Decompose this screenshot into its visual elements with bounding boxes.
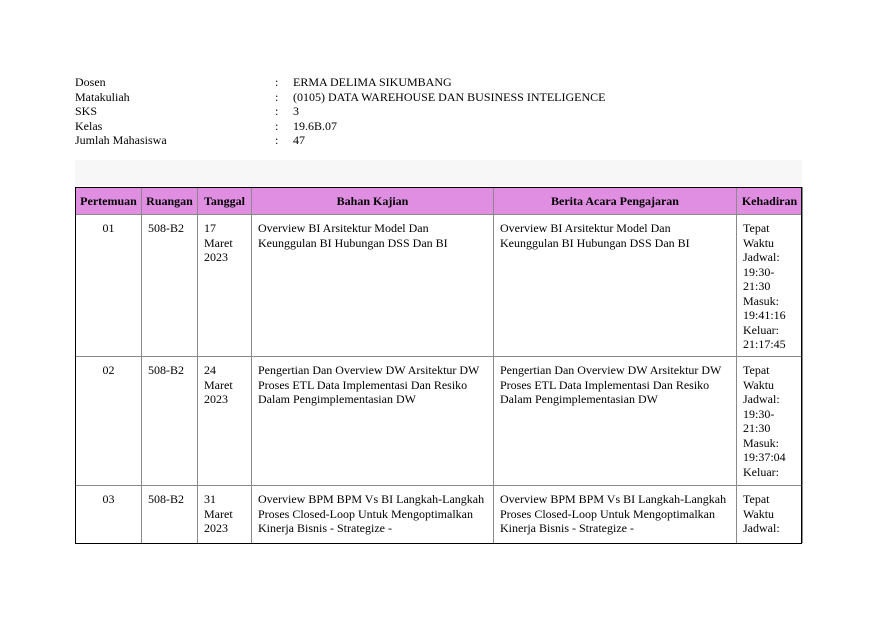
info-value: 47 [293, 133, 305, 147]
kehadiran-line: Keluar: [743, 322, 779, 337]
info-separator: : [275, 89, 279, 104]
kehadiran-line: Waktu [743, 377, 775, 392]
cell-tanggal [198, 486, 252, 544]
kehadiran-line: 19:37:04 [743, 450, 786, 464]
kehadiran-line: 19:41:16 [743, 308, 786, 322]
cell-ruangan: 508-B2 [142, 486, 198, 544]
cell-berita-acara: Pengertian Dan Overview DW Arsitektur DW Proses ETL Data Implementasi Dan Resiko Dalam Pengimplementasian DW [494, 357, 737, 486]
header-tanggal: Tanggal [198, 188, 252, 215]
kehadiran-line: Tepat [743, 221, 770, 235]
tanggal-day: 24 [204, 363, 216, 377]
info-row-sks [75, 104, 605, 119]
kehadiran-line: Jadwal: [743, 521, 780, 535]
schedule-table [75, 187, 803, 543]
info-label: SKS [75, 104, 98, 118]
info-value: 19.6B.07 [293, 118, 338, 133]
tanggal-day: 31 [204, 492, 216, 506]
cell-pertemuan: 01 [76, 215, 142, 357]
cell-pertemuan: 03 [76, 486, 142, 544]
cell-pertemuan: 02 [76, 357, 142, 486]
table-header-row [76, 188, 803, 215]
cell-kehadiran [737, 215, 803, 357]
tanggal-year: 2023 [204, 250, 228, 264]
tanggal-year: 2023 [204, 392, 228, 406]
kehadiran-line: 19:30- [743, 406, 775, 421]
cell-ruangan: 508-B2 [142, 357, 198, 486]
info-row-jumlah-mahasiswa [75, 133, 605, 148]
info-label: Dosen [75, 75, 106, 89]
kehadiran-line: Waktu [743, 506, 775, 521]
info-separator: : [275, 133, 279, 147]
info-label: Kelas [75, 118, 103, 133]
info-label: Matakuliah [75, 89, 130, 104]
kehadiran-line: Jadwal: [743, 392, 780, 406]
cell-kehadiran [737, 357, 803, 486]
info-separator: : [275, 75, 279, 89]
kehadiran-line: 21:17:45 [743, 337, 786, 351]
tanggal-month: Maret [204, 506, 233, 521]
info-row-matakuliah [75, 90, 605, 105]
tanggal-month: Maret [204, 235, 233, 250]
info-row-kelas [75, 119, 605, 134]
info-value: (0105) DATA WAREHOUSE DAN BUSINESS INTELIGENCE [293, 89, 606, 104]
table-row [76, 215, 803, 357]
kehadiran-line: Tepat [743, 492, 770, 506]
cell-tanggal [198, 357, 252, 486]
cell-tanggal [198, 215, 252, 357]
kehadiran-line: 21:30 [743, 279, 771, 293]
info-row-dosen [75, 75, 605, 90]
cell-kehadiran [737, 486, 803, 544]
kehadiran-line: Masuk: [743, 435, 779, 450]
kehadiran-line: Keluar: [743, 464, 779, 479]
info-separator: : [275, 118, 279, 133]
kehadiran-line: Jadwal: [743, 250, 780, 264]
table-row [76, 357, 803, 486]
schedule-table-container [75, 186, 803, 543]
info-separator: : [275, 104, 279, 118]
cell-bahan-kajian: Overview BPM BPM Vs BI Langkah-Langkah Proses Closed-Loop Untuk Mengoptimalkan Kinerja Bisnis - Strategize - [252, 486, 494, 544]
cell-ruangan: 508-B2 [142, 215, 198, 357]
header-kehadiran: Kehadiran [737, 188, 803, 215]
header-bahan-kajian: Bahan Kajian [252, 188, 494, 215]
table-row [76, 486, 803, 544]
cell-berita-acara: Overview BPM BPM Vs BI Langkah-Langkah Proses Closed-Loop Untuk Mengoptimalkan Kinerja Bisnis - Strategize - [494, 486, 737, 544]
info-label: Jumlah Mahasiswa [75, 133, 167, 147]
kehadiran-line: Tepat [743, 363, 770, 377]
tanggal-month: Maret [204, 377, 233, 392]
table-top-band [75, 160, 802, 186]
kehadiran-line: Waktu [743, 235, 775, 250]
tanggal-year: 2023 [204, 521, 228, 535]
kehadiran-line: Masuk: [743, 293, 779, 308]
header-pertemuan: Pertemuan [76, 188, 142, 215]
cell-bahan-kajian: Pengertian Dan Overview DW Arsitektur DW Proses ETL Data Implementasi Dan Resiko Dalam Pengimplementasian DW [252, 357, 494, 486]
kehadiran-line: 21:30 [743, 421, 771, 435]
kehadiran-line: 19:30- [743, 264, 775, 279]
tanggal-day: 17 [204, 221, 216, 235]
info-value: 3 [293, 104, 299, 118]
cell-bahan-kajian: Overview BI Arsitektur Model Dan Keunggulan BI Hubungan DSS Dan BI [252, 215, 494, 357]
cell-berita-acara: Overview BI Arsitektur Model Dan Keunggulan BI Hubungan DSS Dan BI [494, 215, 737, 357]
course-info [75, 75, 605, 148]
header-berita-acara: Berita Acara Pengajaran [494, 188, 737, 215]
info-value: ERMA DELIMA SIKUMBANG [293, 75, 452, 89]
header-ruangan: Ruangan [142, 188, 198, 215]
